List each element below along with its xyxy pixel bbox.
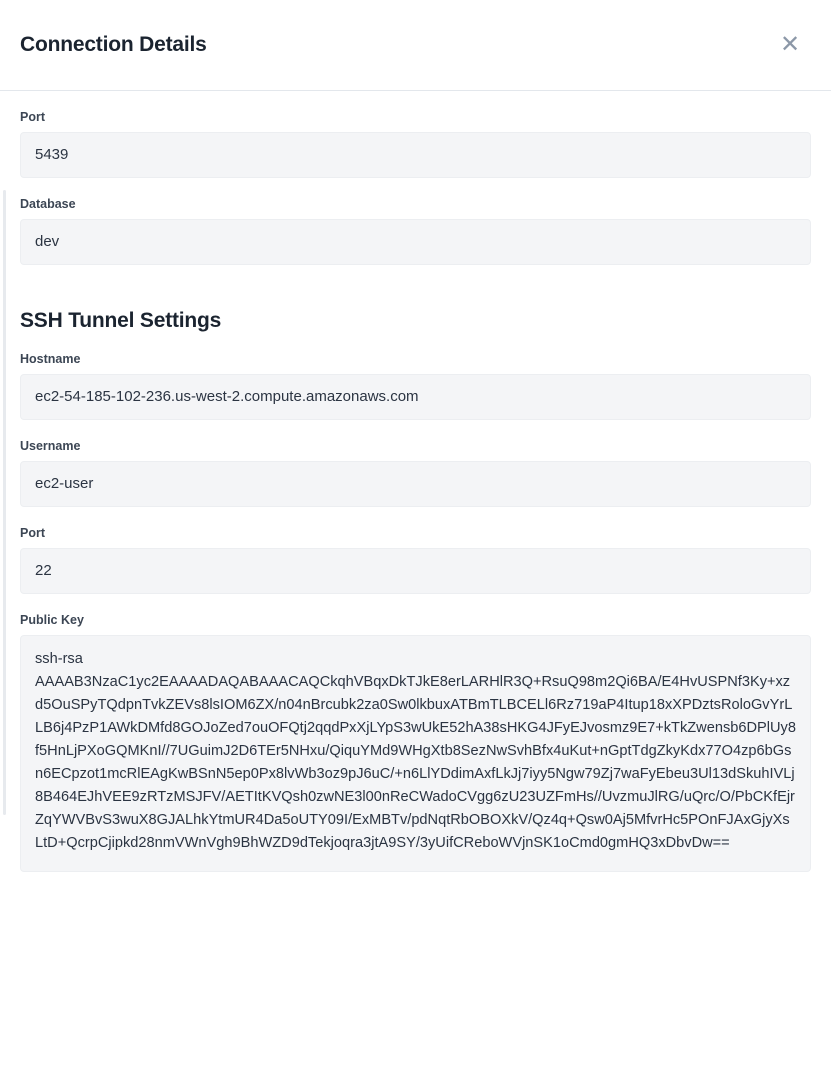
public-key-value[interactable] (20, 635, 811, 872)
field-ssh-port (20, 525, 811, 594)
field-ssh-hostname (20, 351, 811, 420)
ssh-hostname-value[interactable]: ec2-54-185-102-236.us-west-2.compute.amazonaws.com (20, 374, 811, 420)
field-label-ssh-username: Username (20, 439, 81, 453)
field-public-key (20, 612, 811, 872)
page-title: Connection Details (20, 33, 207, 56)
field-ssh-username (20, 438, 811, 507)
database-value[interactable]: dev (20, 219, 811, 265)
port-value[interactable]: 5439 (20, 132, 811, 178)
close-icon[interactable]: ✕ (775, 30, 805, 60)
field-port (20, 109, 811, 178)
modal-header (0, 0, 831, 91)
ssh-port-value[interactable]: 22 (20, 548, 811, 594)
field-label-database: Database (20, 197, 76, 211)
section-heading-ssh: SSH Tunnel Settings (20, 309, 222, 332)
field-label-port: Port (20, 110, 45, 124)
field-label-ssh-port: Port (20, 526, 45, 540)
bottom-spacer (20, 872, 811, 890)
scrollbar[interactable] (3, 190, 6, 815)
field-label-ssh-hostname: Hostname (20, 352, 81, 366)
field-database (20, 196, 811, 265)
public-key-blob: AAAAB3NzaC1yc2EAAAADAQABAAACAQCkqhVBqxDkTJkE8erLARHlR3Q+RsuQ98m2Qi6BA/E4HvUSPNf3Ky+xzd5OuSPyTQdpnTvkZEVs8lsIOM6ZX/n04nBrcubk2za0Sw0lkbuxATBmTLBCELl6Rz719aP4Itup18xXPDztsRoloGvYrLLB6j4PzP1AWkDMfd8GOJoZed7ouOFQtj2qqdPxXjLYpS3wUkE52hA38sHKG4JFyEJvosmz9E7+kTkZwensb6DPlUy8f5HnLjPXoGQMKnI//7UGuimJ2D6TEr5NHxu/QiquYMd9WHgXtb8SezNwSvhBfx4uKut+nGptTdgZkyKdx77O4zp6bGsn6ECpzot1mcRlEAgKwBSnN5ep0Px8lvWb3oz9pJ6uC/+n6LlYDdimAxfLkJj7iyy5Ngw79Zj7waFyEbeu3Ul13dSkuhIVLj8B464EJhVEE9zRTzMSJFV/AETItKVQsh0zwNE3l00nReCWadoCVgg6zU23UZFmHs//UvzmuJlRG/uQrc/O/PbCKfEjrZqYWVBvS3wuX8GJALhkYtmUR4Da5oUTY09I/ExMBTv/pdNqtRbOBOXkV/Qz4q+Qsw0Aj5MfvrHc5POnFJAxGjyXsLtD+QcrpCjipkd28nmVWnVgh9BhWZD9dTekjoqra3jtA9SY/3yUifCReboWVjnSK1oCmd0gmHQ3xDbvDw== (35, 674, 796, 851)
public-key-type: ssh-rsa (35, 651, 83, 667)
modal-body[interactable] (0, 91, 831, 1081)
field-label-public-key: Public Key (20, 613, 84, 627)
ssh-username-value[interactable]: ec2-user (20, 461, 811, 507)
